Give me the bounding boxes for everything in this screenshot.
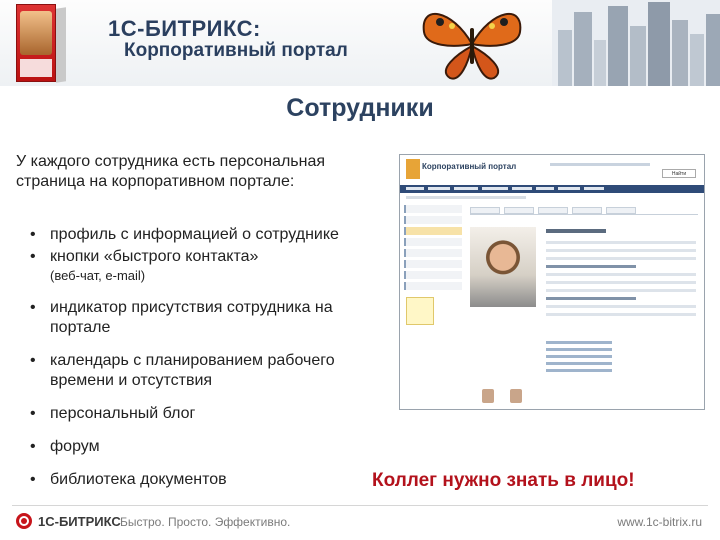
- bitrix-logo-icon: [16, 513, 32, 529]
- list-item: • индикатор присутствия сотрудника на портале: [30, 298, 380, 338]
- list-item: • персональный блог: [30, 404, 380, 424]
- city-skyline-image: [552, 0, 720, 86]
- slogan: Коллег нужно знать в лицо!: [372, 470, 635, 491]
- profile-links: [546, 341, 666, 376]
- page-title: Сотрудники: [286, 94, 434, 122]
- sticky-note: [406, 297, 434, 325]
- list-item: • форум: [30, 437, 380, 457]
- list-item-note: (веб-чат, e-mail): [50, 268, 146, 283]
- list-item: • профиль с информацией о сотруднике: [30, 225, 380, 245]
- list-item: • кнопки «быстрого контакта»: [30, 247, 380, 267]
- employee-photo: [470, 227, 536, 307]
- search-button: Найти: [662, 169, 696, 178]
- profile-details: [546, 241, 696, 321]
- profile-tabs: [470, 205, 698, 215]
- intro-text: У каждого сотрудника есть персональная страница на корпоративном портале:: [16, 153, 326, 190]
- colleague-thumbnails: [482, 389, 542, 403]
- portal-title: Корпоративный портал: [422, 162, 517, 171]
- brand-subtitle: Корпоративный портал: [124, 40, 348, 61]
- breadcrumb: [406, 196, 526, 199]
- butterfly-icon: [412, 4, 532, 84]
- footer-divider: [12, 505, 708, 506]
- footer-tagline: Быстро. Просто. Эффективно.: [120, 515, 291, 529]
- product-box-image: [16, 4, 56, 82]
- feature-list: [30, 225, 380, 490]
- header-banner: [0, 0, 720, 86]
- portal-logo-icon: [406, 159, 420, 179]
- list-item: • календарь с планированием рабочего времени и отсутствия: [30, 351, 380, 391]
- employee-name: [546, 229, 606, 233]
- portal-screenshot: [399, 154, 705, 410]
- footer-brand: 1С-БИТРИКС: [38, 514, 121, 529]
- portal-nav-bar: [400, 185, 704, 193]
- portal-sidebar: [404, 205, 462, 293]
- brand-title: 1С-БИТРИКС:: [108, 16, 261, 41]
- list-item: • библиотека документов: [30, 470, 380, 490]
- footer-url[interactable]: www.1c-bitrix.ru: [617, 515, 702, 529]
